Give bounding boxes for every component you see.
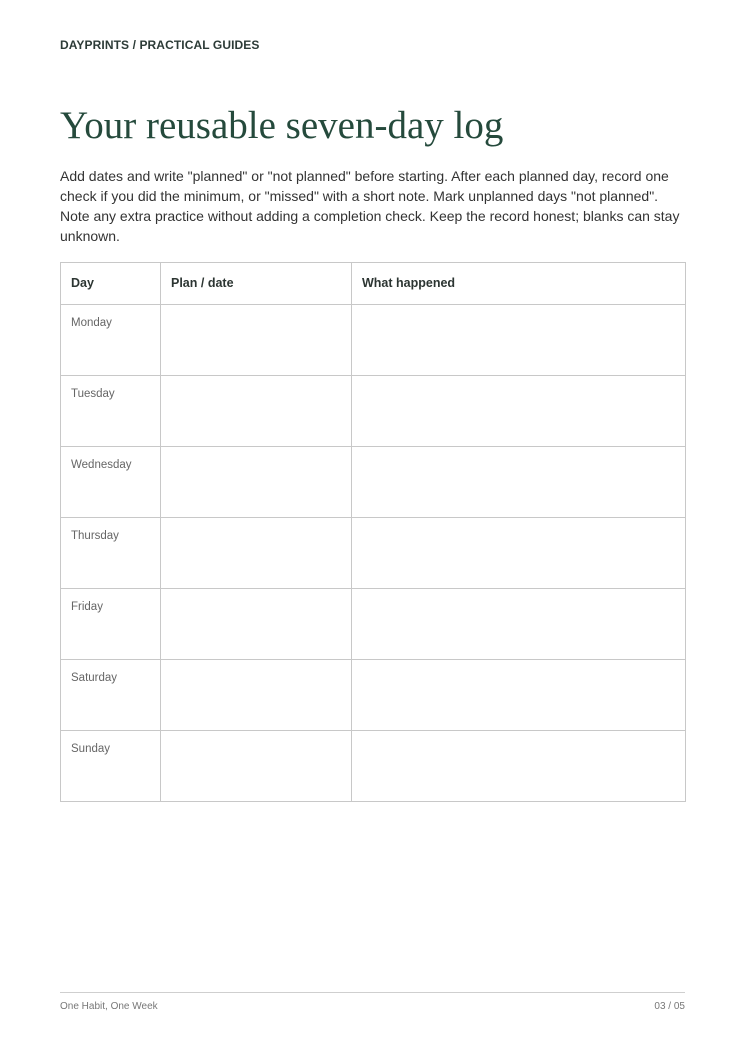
table-row — [61, 660, 686, 731]
what-happened-cell[interactable] — [352, 589, 686, 660]
plan-date-cell[interactable] — [161, 376, 352, 447]
footer-divider — [60, 992, 685, 993]
what-happened-cell[interactable] — [352, 518, 686, 589]
column-header-plan-date: Plan / date — [161, 263, 352, 305]
table-row — [61, 518, 686, 589]
day-cell: Wednesday — [61, 447, 161, 518]
plan-date-cell[interactable] — [161, 731, 352, 802]
column-header-what-happened: What happened — [352, 263, 686, 305]
day-cell: Saturday — [61, 660, 161, 731]
what-happened-cell[interactable] — [352, 376, 686, 447]
day-cell: Tuesday — [61, 376, 161, 447]
what-happened-cell[interactable] — [352, 305, 686, 376]
day-cell: Friday — [61, 589, 161, 660]
plan-date-cell[interactable] — [161, 589, 352, 660]
header-label: DAYPRINTS / PRACTICAL GUIDES — [60, 38, 260, 52]
intro-paragraph: Add dates and write "planned" or "not planned" before starting. After each planned day, record one check if you did the minimum, or "missed" with a short note. Mark unplanned days "not planned". Note any extra practice without adding a completion check. Keep the record honest; blanks can stay unknown. — [60, 168, 680, 244]
table-row — [61, 376, 686, 447]
seven-day-log-table — [60, 262, 686, 802]
footer-document-title: One Habit, One Week — [60, 1001, 158, 1012]
plan-date-cell[interactable] — [161, 305, 352, 376]
what-happened-cell[interactable] — [352, 447, 686, 518]
day-cell: Thursday — [61, 518, 161, 589]
plan-date-cell[interactable] — [161, 660, 352, 731]
what-happened-cell[interactable] — [352, 731, 686, 802]
page-title: Your reusable seven-day log — [60, 104, 504, 147]
table-row — [61, 589, 686, 660]
column-header-day: Day — [61, 263, 161, 305]
what-happened-cell[interactable] — [352, 660, 686, 731]
footer-page-number: 03 / 05 — [654, 1001, 685, 1012]
table-header-row — [61, 263, 686, 305]
table-row — [61, 447, 686, 518]
day-cell: Monday — [61, 305, 161, 376]
day-cell: Sunday — [61, 731, 161, 802]
plan-date-cell[interactable] — [161, 447, 352, 518]
plan-date-cell[interactable] — [161, 518, 352, 589]
table-row — [61, 305, 686, 376]
table-row — [61, 731, 686, 802]
